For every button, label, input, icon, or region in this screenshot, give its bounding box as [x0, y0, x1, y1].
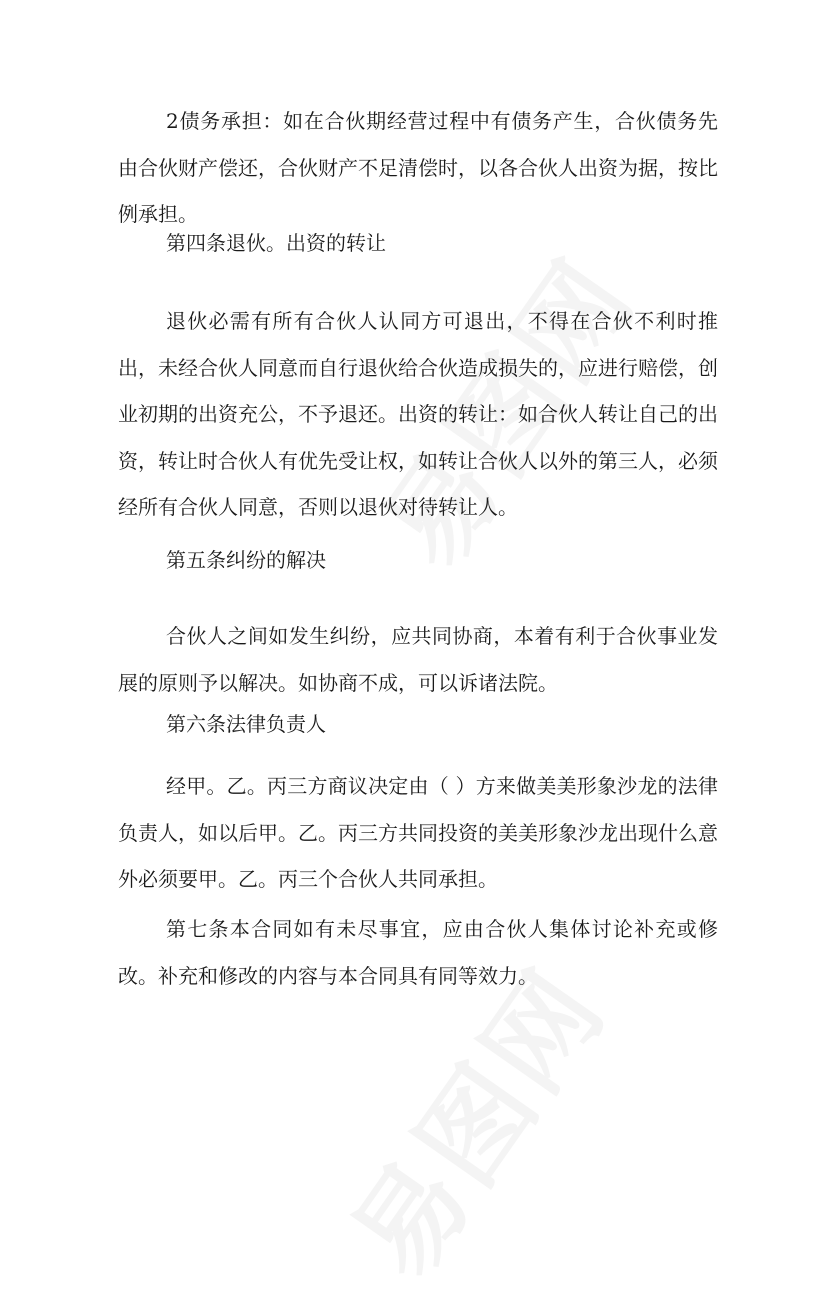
paragraph-dispute-resolution: 合伙人之间如发生纠纷，应共同协商，本着有利于合伙事业发展的原则予以解决。如协商不成，可以诉诸法院。 [118, 624, 718, 695]
heading-article-6-legal-person: 第六条法律负责人 [166, 712, 326, 736]
paragraph-article-7-amendments: 第七条本合同如有未尽事宜，应由合伙人集体讨论补充或修改。补充和修改的内容与本合同具有同等效力。 [118, 917, 718, 988]
paragraph-legal-person: 经甲。乙。丙三方商议决定由（ ）方来做美美形象沙龙的法律负责人，如以后甲。乙。丙三方共同投资的美美形象沙龙出现什么意外必须要甲。乙。丙三个合伙人共同承担。 [118, 774, 718, 891]
paragraph-debt-liability: 2债务承担：如在合伙期经营过程中有债务产生，合伙债务先由合伙财产偿还，合伙财产不足清偿时，以各合伙人出资为据，按比例承担。 [118, 109, 718, 226]
heading-article-5-disputes: 第五条纠纷的解决 [166, 548, 326, 572]
paragraph-withdrawal-transfer: 退伙必需有所有合伙人认同方可退出，不得在合伙不利时推出，未经合伙人同意而自行退伙给合伙造成损失的，应进行赔偿，创业初期的出资充公，不予退还。出资的转让：如合伙人转让自己的出资，转让时合伙人有优先受让权，如转让合伙人以外的第三人，必须经所有合伙人同意，否则以退伙对待转让人。 [118, 309, 718, 519]
heading-article-4-withdrawal: 第四条退伙。出资的转让 [166, 231, 386, 255]
